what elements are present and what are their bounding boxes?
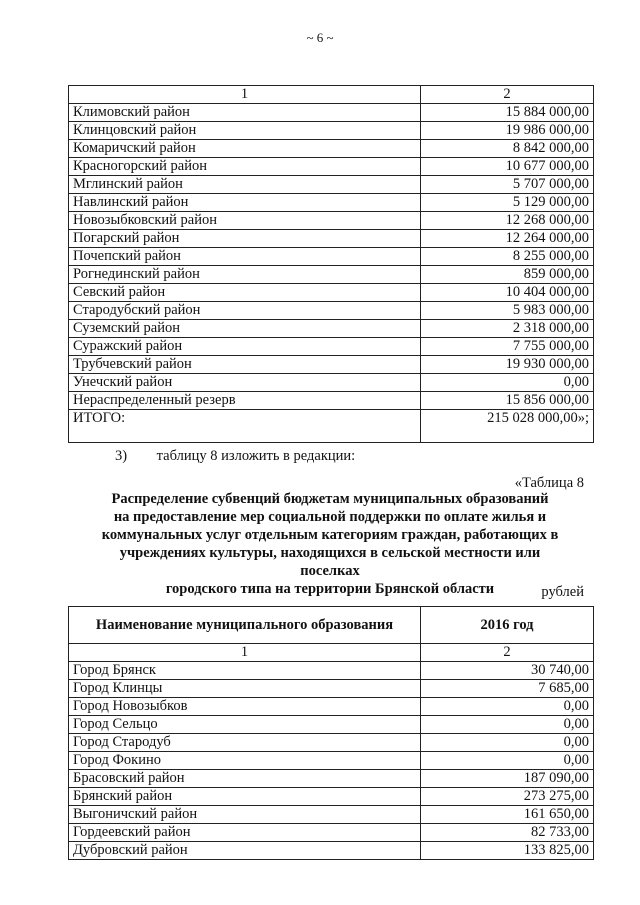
row-name: Навлинский район [69,194,421,212]
title-line: Распределение субвенций бюджетам муниципальных образований [111,491,549,507]
row-value: 8 255 000,00 [421,248,594,266]
row-name: Трубчевский район [69,356,421,374]
row-value: 859 000,00 [421,266,594,284]
row-value: 5 707 000,00 [421,176,594,194]
title-line: учреждениях культуры, находящихся в сельской местности или поселках [119,545,541,579]
row-name: Дубровский район [69,842,421,860]
table-row [69,212,594,230]
title-line: на предоставление мер социальной поддержки по оплате жилья и [113,509,547,525]
row-name: Унечский район [69,374,421,392]
row-name: Климовский район [69,104,421,122]
row-name: Новозыбковский район [69,212,421,230]
column-number-row [69,86,594,104]
row-value: 12 264 000,00 [421,230,594,248]
col-number-1: 1 [69,86,421,104]
table-row [69,356,594,374]
row-value: 82 733,00 [421,824,594,842]
table-row [69,842,594,860]
table-row [69,806,594,824]
unit-label: рублей [541,584,584,600]
row-name: Выгоничский район [69,806,421,824]
row-value: 19 930 000,00 [421,356,594,374]
row-name: Брянский район [69,788,421,806]
row-value: 0,00 [421,752,594,770]
row-value: 10 404 000,00 [421,284,594,302]
table-row [69,320,594,338]
row-name: Красногорский район [69,158,421,176]
row-name: Клинцовский район [69,122,421,140]
table-row [69,662,594,680]
row-name: Почепский район [69,248,421,266]
column-number-row [69,644,594,662]
table-title [90,490,570,598]
table-row [69,266,594,284]
table-row [69,302,594,320]
row-name: Гордеевский район [69,824,421,842]
row-value: 0,00 [421,716,594,734]
row-name: Город Стародуб [69,734,421,752]
row-value: 8 842 000,00 [421,140,594,158]
total-value: 215 028 000,00»; [421,410,594,443]
row-value: 19 986 000,00 [421,122,594,140]
subsidy-table-continued [68,85,594,443]
title-line: городского типа на территории Брянской области [165,581,495,597]
row-value: 0,00 [421,734,594,752]
row-value: 133 825,00 [421,842,594,860]
table-row [69,392,594,410]
total-row [69,410,594,443]
row-name: Рогнединский район [69,266,421,284]
row-name: Город Сельцо [69,716,421,734]
table-row [69,158,594,176]
col-number-2: 2 [421,644,594,662]
header-year: 2016 год [421,607,594,644]
row-name: Суземский район [69,320,421,338]
total-label: ИТОГО: [69,410,421,443]
row-value: 0,00 [421,374,594,392]
row-value: 30 740,00 [421,662,594,680]
table-row [69,176,594,194]
table-row [69,248,594,266]
row-value: 161 650,00 [421,806,594,824]
list-item-3 [115,448,355,465]
item-number: 3) [115,448,128,464]
col-number-2: 2 [421,86,594,104]
table-row [69,770,594,788]
table-row [69,734,594,752]
table-8 [68,606,594,860]
row-value: 7 755 000,00 [421,338,594,356]
table-row [69,716,594,734]
item-text: таблицу 8 изложить в редакции: [156,448,356,464]
table-row [69,122,594,140]
header-name: Наименование муниципального образования [69,607,421,644]
row-name: Мглинский район [69,176,421,194]
table-row [69,752,594,770]
row-value: 5 129 000,00 [421,194,594,212]
col-number-1: 1 [69,644,421,662]
table-row [69,374,594,392]
row-name: Брасовский район [69,770,421,788]
row-value: 10 677 000,00 [421,158,594,176]
row-name: Севский район [69,284,421,302]
table-row [69,230,594,248]
page-number: ~ 6 ~ [306,30,334,45]
row-value: 12 268 000,00 [421,212,594,230]
row-name: Нераспределенный резерв [69,392,421,410]
row-value: 187 090,00 [421,770,594,788]
row-name: Город Новозыбков [69,698,421,716]
row-name: Стародубский район [69,302,421,320]
row-value: 0,00 [421,698,594,716]
table-row [69,284,594,302]
table-reference: «Таблица 8 [514,475,584,491]
row-name: Город Фокино [69,752,421,770]
table-row [69,194,594,212]
title-line: коммунальных услуг отдельным категориям граждан, работающих в [101,527,559,543]
table-row [69,680,594,698]
row-name: Город Брянск [69,662,421,680]
table-row [69,824,594,842]
table-row [69,140,594,158]
row-value: 7 685,00 [421,680,594,698]
table-row [69,788,594,806]
table-row [69,698,594,716]
row-value: 15 856 000,00 [421,392,594,410]
row-value: 5 983 000,00 [421,302,594,320]
row-name: Погарский район [69,230,421,248]
row-name: Комаричский район [69,140,421,158]
row-value: 2 318 000,00 [421,320,594,338]
table-row [69,104,594,122]
row-value: 273 275,00 [421,788,594,806]
header-row [69,607,594,644]
row-value: 15 884 000,00 [421,104,594,122]
table-row [69,338,594,356]
row-name: Город Клинцы [69,680,421,698]
row-name: Суражский район [69,338,421,356]
